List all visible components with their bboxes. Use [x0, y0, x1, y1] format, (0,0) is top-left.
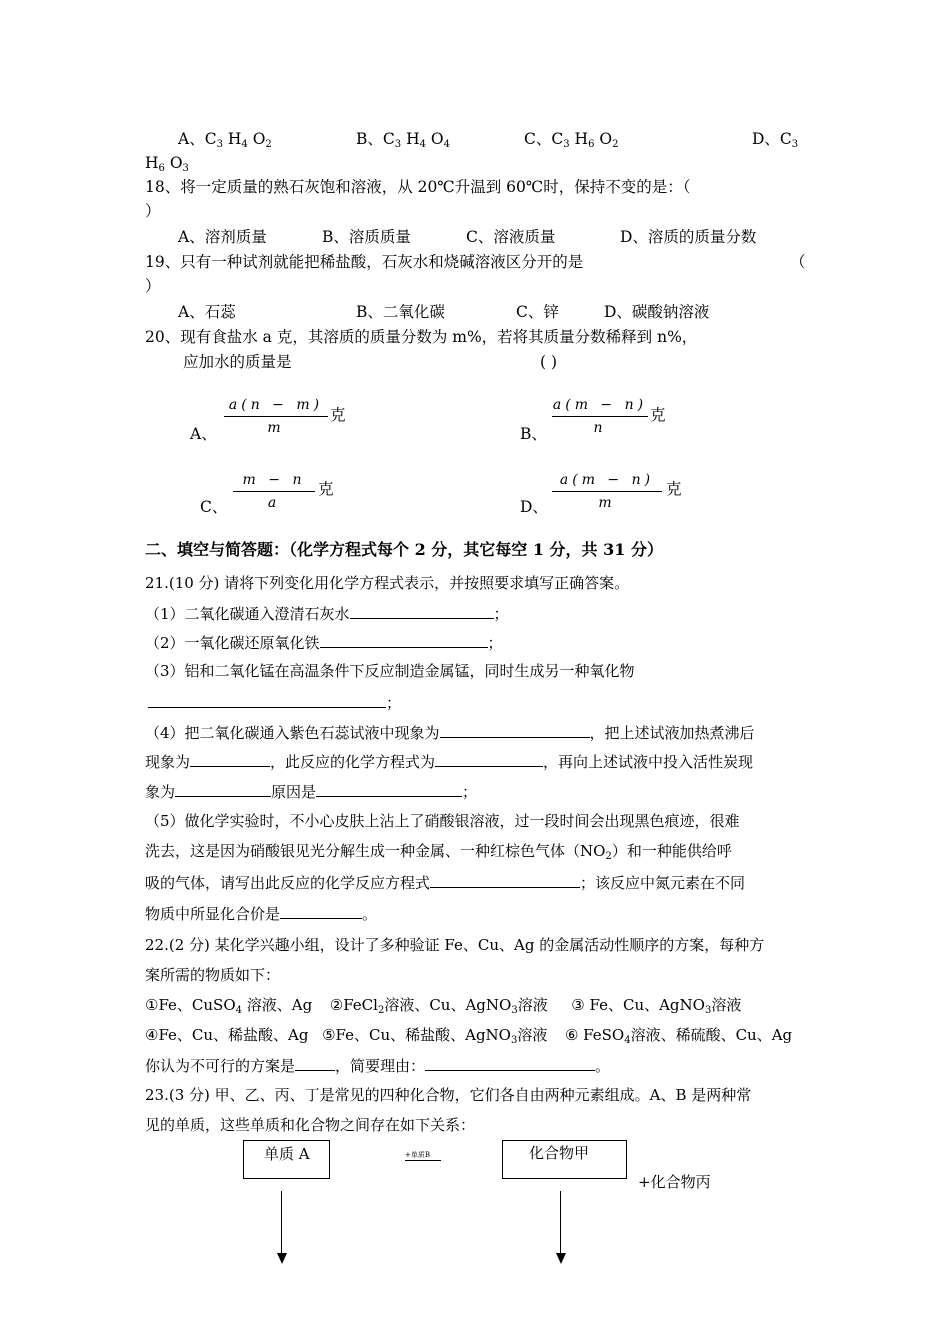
section-heading: 二、填空与简答题：（化学方程式每个 2 分，其它每空 1 分，共 31 分） — [145, 540, 663, 559]
q22-intro-line2: 案所需的物质如下： — [145, 966, 281, 984]
q19-open-paren: （ — [790, 253, 806, 271]
fraction-bar — [224, 416, 328, 417]
q17-option-d: D、$C_3$ — [752, 130, 799, 150]
q18-option-b: B、溶质质量 — [322, 228, 411, 246]
q19-close-paren: ） — [145, 277, 161, 295]
q23-intro-line2: 见的单质，这些单质和化合物之间存在如下关系： — [145, 1116, 476, 1134]
q22-answer-line: 你认为不可行的方案是 ，简要理由： 。 — [145, 1057, 611, 1075]
q20-option-a-unit: 克 — [330, 406, 346, 424]
answer-blank[interactable] — [295, 1055, 335, 1071]
box-element-a-label: 单质 A — [264, 1145, 310, 1163]
q17-option-d-cont: $H_6$ $O_3$ — [145, 154, 189, 174]
q18-question: 18、将一定质量的熟石灰饱和溶液，从 20℃升温到 60℃时，保持不变的是：（ — [145, 178, 691, 196]
q21-part5-line2: 洗去，这是因为硝酸银见光分解生成一种金属、一种红棕色气体$(NO_2)$和一种能供给呼 — [145, 842, 732, 862]
q22-options-line1: ①Fe、CuSO$_4$ 溶液、Ag ②FeCl$_2$溶液、Cu、AgNO$_3$溶液 ③ Fe、Cu、AgNO$_3$溶液 — [145, 996, 742, 1016]
answer-blank[interactable] — [175, 781, 271, 797]
q21-part4-line1: （4）把二氧化碳通入紫色石蕊试液中现象为 ，把上述试液加热煮沸后 — [145, 724, 755, 742]
down-arrow-right — [560, 1191, 561, 1255]
q21-part3: （3）铝和二氧化锰在高温条件下反应制造金属锰，同时生成另一种氧化物 — [145, 662, 635, 680]
down-arrow-left — [281, 1191, 282, 1255]
q21-part1: （1）二氧化碳通入澄清石灰水 ； — [145, 605, 509, 623]
q20-option-d-label: D、 — [520, 498, 548, 516]
answer-blank[interactable] — [425, 1055, 595, 1071]
q20-question: 20、现有食盐水 a 克，其溶质的质量分数为 m%，若将其质量分数稀释到 n%， — [145, 328, 698, 346]
fraction-denominator: n — [593, 420, 607, 436]
answer-blank[interactable] — [435, 751, 543, 767]
q21-part2: （2）一氧化碳还原氧化铁 ； — [145, 634, 503, 652]
arrow-label: +单质B — [405, 1151, 431, 1159]
q21-part4-line2: 现象为 ，此反应的化学方程式为 ，再向上述试液中投入活性炭现 — [145, 753, 754, 771]
fraction-bar — [233, 491, 315, 492]
q19-option-b: B、二氧化碳 — [356, 303, 445, 321]
fraction-denominator: a — [267, 495, 281, 511]
q20-option-c-unit: 克 — [318, 480, 334, 498]
answer-blank[interactable] — [440, 722, 590, 738]
q21-part4-line3: 象为 原因是 ； — [145, 783, 478, 801]
q21-intro: 21.(10 分) 请将下列变化用化学方程式表示，并按照要求填写正确答案。 — [145, 574, 630, 592]
q20-option-c-label: C、 — [200, 498, 228, 516]
q22-options-line2: ④Fe、Cu、稀盐酸、Ag ⑤Fe、Cu、稀盐酸、AgNO$_3$溶液 ⑥ FeSO$_4$溶液、稀硫酸、Cu、Ag — [145, 1026, 793, 1046]
side-label: +化合物丙 — [638, 1173, 711, 1191]
reaction-arrow — [405, 1160, 441, 1161]
box-compound-jia — [502, 1140, 627, 1179]
fraction-denominator: m — [267, 420, 285, 436]
answer-blank[interactable] — [148, 692, 386, 708]
q21-part3-answer: ； — [148, 692, 401, 713]
q18-close-paren: ） — [145, 202, 161, 220]
q17-option-b: B、$C_3$ $H_4$ $O_4$ — [356, 130, 450, 150]
q21-part5-line1: （5）做化学实验时，不小心皮肤上沾上了硝酸银溶液，过一段时间会出现黑色痕迹，很难 — [145, 812, 740, 830]
q22-intro: 22.(2 分) 某化学兴趣小组，设计了多种验证 Fe、Cu、Ag 的金属活动性顺序的方案，每种方 — [145, 936, 765, 954]
answer-blank[interactable] — [320, 632, 488, 648]
answer-blank[interactable] — [280, 903, 362, 919]
q18-option-c: C、溶液质量 — [466, 228, 556, 246]
q19-option-c: C、锌 — [516, 303, 559, 321]
answer-blank[interactable] — [316, 781, 462, 797]
q17-option-a: A、$C_3$ $H_4$ $O_2$ — [178, 130, 272, 150]
down-arrow-right-head — [556, 1253, 566, 1264]
q21-part5-line4: 物质中所显化合价是 。 — [145, 905, 378, 923]
fraction-numerator: m − n — [242, 472, 306, 488]
box-element-a — [243, 1140, 330, 1179]
q17-option-c: C、$C_3$ $H_6$ $O_2$ — [524, 130, 619, 150]
answer-blank[interactable] — [350, 603, 494, 619]
q18-option-a: A、溶剂质量 — [178, 228, 267, 246]
q19-question: 19、只有一种试剂就能把稀盐酸，石灰水和烧碱溶液区分开的是 — [145, 253, 584, 271]
q20-question-line2: 应加水的质量是 — [183, 353, 292, 371]
q23-intro: 23.(3 分) 甲、乙、丙、丁是常见的四种化合物，它们各自由两种元素组成。A、B 是两种常 — [145, 1086, 752, 1104]
fraction-denominator: m — [598, 495, 616, 511]
fraction-bar — [552, 416, 648, 417]
down-arrow-left-head — [277, 1253, 287, 1264]
answer-blank[interactable] — [190, 751, 270, 767]
fraction-numerator: a(m − n) — [559, 472, 655, 488]
q20-option-a-label: A、 — [190, 425, 217, 443]
q20-option-c-fraction — [233, 471, 315, 512]
q19-option-d: D、碳酸钠溶液 — [604, 303, 710, 321]
answer-blank[interactable] — [430, 872, 580, 888]
q20-option-b-fraction — [552, 396, 648, 437]
q19-option-a: A、石蕊 — [178, 303, 236, 321]
q20-option-d-fraction — [552, 471, 662, 512]
q20-option-b-label: B、 — [520, 425, 547, 443]
fraction-bar — [552, 491, 662, 492]
q18-option-d: D、溶质的质量分数 — [620, 228, 757, 246]
q20-option-a-fraction — [224, 396, 328, 437]
q20-option-d-unit: 克 — [666, 480, 682, 498]
q20-answer-paren: ( ) — [540, 353, 558, 371]
q20-option-b-unit: 克 — [650, 406, 666, 424]
q21-part5-line3: 吸的气体，请写出此反应的化学反应方程式 ；该反应中氮元素在不同 — [145, 874, 746, 892]
box-compound-jia-label: 化合物甲 — [529, 1144, 590, 1162]
fraction-numerator: a(m − n) — [552, 397, 648, 413]
fraction-numerator: a(n − m) — [228, 397, 324, 413]
